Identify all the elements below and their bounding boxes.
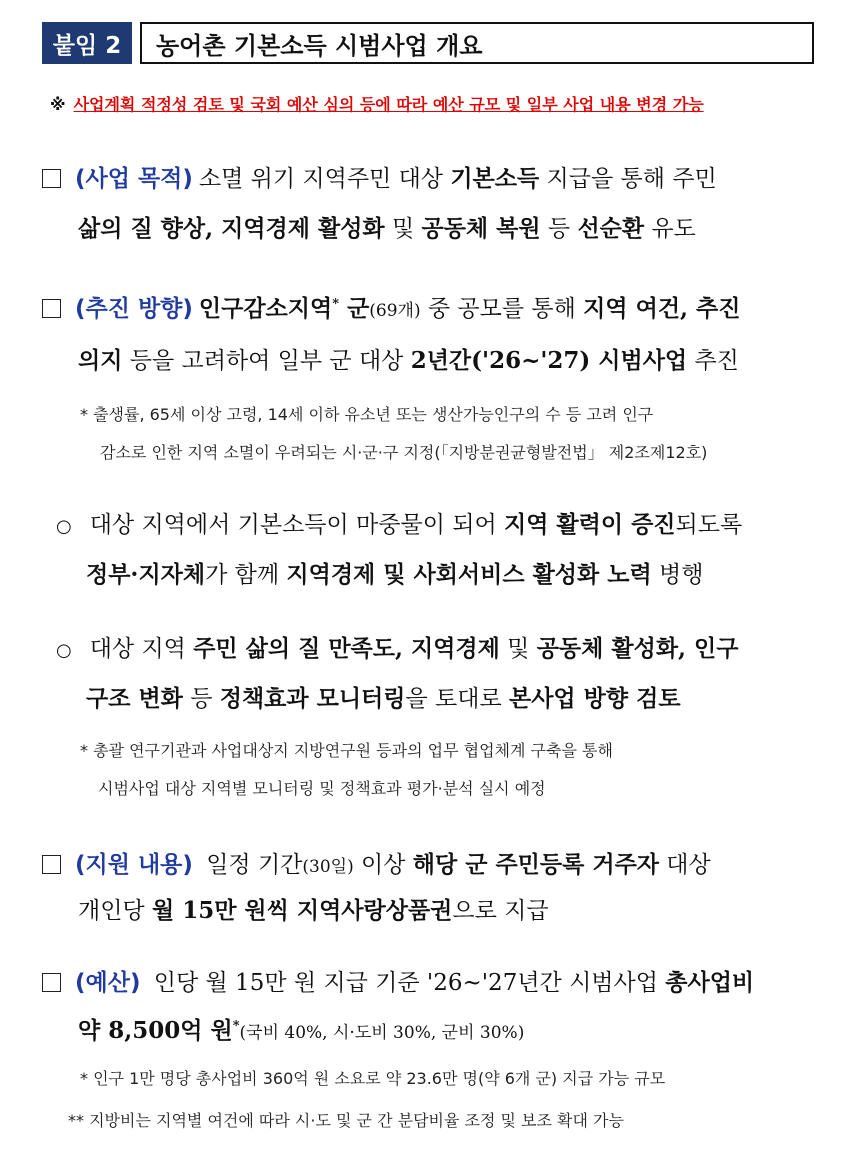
- direction-note-1: * 출생률, 65세 이상 고령, 14세 이하 유소년 또는 생산가능인구의 수 등 고려 인구: [80, 405, 654, 424]
- bullet-2-text-2a: 구조 변화: [86, 685, 183, 712]
- direction-line-2: [78, 342, 739, 375]
- checkbox-square-icon: [42, 973, 61, 992]
- direction-text-2a: 의지: [78, 347, 123, 374]
- purpose-text-1b: 기본소득: [450, 165, 540, 192]
- page-title: [140, 22, 814, 64]
- support-text-1e: 대상: [659, 852, 711, 878]
- bullet-2-text-2c: 정책효과 모니터링: [219, 685, 406, 712]
- budget-text-2b: (국비 40%, 시·도비 30%, 군비 30%): [239, 1023, 525, 1043]
- bullet-1-line-1: [56, 506, 742, 539]
- bullet-2-text-2e: 본사업 방향 검토: [509, 685, 681, 712]
- purpose-text-2b: 및: [384, 216, 422, 242]
- support-text-1b: (30일): [302, 857, 354, 877]
- notice: [50, 92, 704, 115]
- purpose-line-2: [78, 210, 696, 243]
- bullet-2-text-1c: 및: [499, 636, 537, 662]
- budget-line-1: [42, 964, 754, 997]
- bullet-1-text-2d: 병행: [651, 562, 704, 588]
- direction-line-1: [42, 290, 741, 323]
- purpose-line-1: [42, 160, 717, 193]
- support-text-1a: 일정 기간: [198, 852, 303, 878]
- bullet-2-text-2d: 을 토대로: [405, 686, 509, 712]
- bullet-1-text-1b: 지역 활력이 증진: [503, 511, 676, 538]
- budget-tag: (예산): [75, 970, 141, 996]
- purpose-text-2c: 공동체 복원: [421, 215, 541, 242]
- bullet-2-line-1: [56, 630, 739, 663]
- budget-note-1: * 인구 1만 명당 총사업비 360억 원 소요로 약 23.6만 명(약 6개 군) 지급 가능 규모: [80, 1069, 666, 1088]
- budget-text-1b: 총사업비: [665, 969, 755, 996]
- bullet-1-text-1c: 되도록: [675, 512, 743, 538]
- direction-text-2b: 등을 고려하여 일부 군 대상: [122, 348, 411, 374]
- purpose-text-2e: 선순환: [577, 215, 645, 242]
- bullet-2-note-1: * 총괄 연구기관과 사업대상지 지방연구원 등과의 업무 협업체계 구축을 통해: [80, 741, 613, 760]
- purpose-tag: (사업 목적): [75, 166, 193, 192]
- purpose-text-1a: 소멸 위기 지역주민 대상: [198, 166, 451, 192]
- circle-bullet-icon: ○: [56, 516, 72, 537]
- budget-text-2a: 약 8,500억 원: [78, 1017, 233, 1044]
- support-text-2b: 월 15만 원씩 지역사랑상품권: [151, 897, 453, 924]
- bullet-2-text-1a: 대상 지역: [89, 636, 194, 662]
- budget-note-2: ** 지방비는 지역별 여건에 따라 시·도 및 군 간 분담비율 조정 및 보조 확대 가능: [68, 1111, 624, 1130]
- bullet-2-text-1d: 공동체 활성화, 인구: [536, 635, 739, 662]
- checkbox-square-icon: [42, 855, 61, 874]
- bullet-2-note-2: 시범사업 대상 지역별 모니터링 및 정책효과 평가·분석 실시 예정: [98, 779, 546, 798]
- bullet-1-line-2: [86, 556, 703, 589]
- purpose-text-1c: 지급을 통해 주민: [539, 166, 717, 192]
- attachment-badge: 붙임 2: [42, 22, 132, 64]
- support-text-1c: 이상: [353, 852, 413, 878]
- direction-text-1c: (69개): [369, 301, 421, 321]
- support-line-2: [78, 892, 549, 925]
- budget-line-2: [78, 1012, 524, 1045]
- notice-text: 사업계획 적정성 검토 및 국회 예산 심의 등에 따라 예산 규모 및 일부 사업 내용 변경 가능: [73, 95, 704, 114]
- direction-text-1b: 군: [339, 295, 370, 322]
- page-title-text: 농어촌 기본소득 시범사업 개요: [156, 31, 483, 60]
- bullet-2-line-2: [86, 680, 681, 713]
- direction-text-2d: 추진: [687, 348, 739, 374]
- circle-bullet-icon: ○: [56, 640, 72, 661]
- direction-text-1e: 지역 여건, 추진: [583, 295, 741, 322]
- bullet-2-text-2b: 등: [182, 686, 220, 712]
- support-line-1: [42, 846, 711, 879]
- support-tag: (지원 내용): [75, 852, 193, 878]
- notice-mark: ※: [50, 95, 66, 114]
- bullet-2-text-1b: 주민 삶의 질 만족도, 지역경제: [193, 635, 500, 662]
- purpose-text-2a: 삶의 질 향상, 지역경제 활성화: [78, 215, 385, 242]
- budget-text-1a: 인당 월 15만 원 지급 기준 '26~'27년간 시범사업: [146, 970, 666, 996]
- bullet-1-text-2b: 가 함께: [205, 562, 287, 588]
- support-text-2c: 으로 지급: [452, 898, 549, 924]
- direction-text-1d: 중 공모를 통해: [420, 296, 584, 322]
- bullet-1-text-1a: 대상 지역에서 기본소득이 마중물이 되어: [89, 512, 504, 538]
- purpose-text-2f: 유도: [644, 216, 696, 242]
- checkbox-square-icon: [42, 169, 61, 188]
- direction-text-1a: 인구감소지역: [198, 295, 333, 322]
- direction-text-2c: 2년간('26~'27) 시범사업: [410, 347, 688, 374]
- purpose-text-2d: 등: [540, 216, 578, 242]
- checkbox-square-icon: [42, 299, 61, 318]
- bullet-1-text-2c: 지역경제 및 사회서비스 활성화 노력: [286, 561, 652, 588]
- support-text-2a: 개인당: [78, 898, 152, 924]
- direction-note-2: 감소로 인한 지역 소멸이 우려되는 시·군·구 지정(「지방분권균형발전법」 제2조제12호): [100, 443, 708, 462]
- direction-tag: (추진 방향): [75, 296, 193, 322]
- budget-star: *: [232, 1018, 240, 1034]
- direction-star: *: [332, 296, 340, 312]
- bullet-1-text-2a: 정부·지자체: [86, 561, 206, 588]
- support-text-1d: 해당 군 주민등록 거주자: [412, 851, 659, 878]
